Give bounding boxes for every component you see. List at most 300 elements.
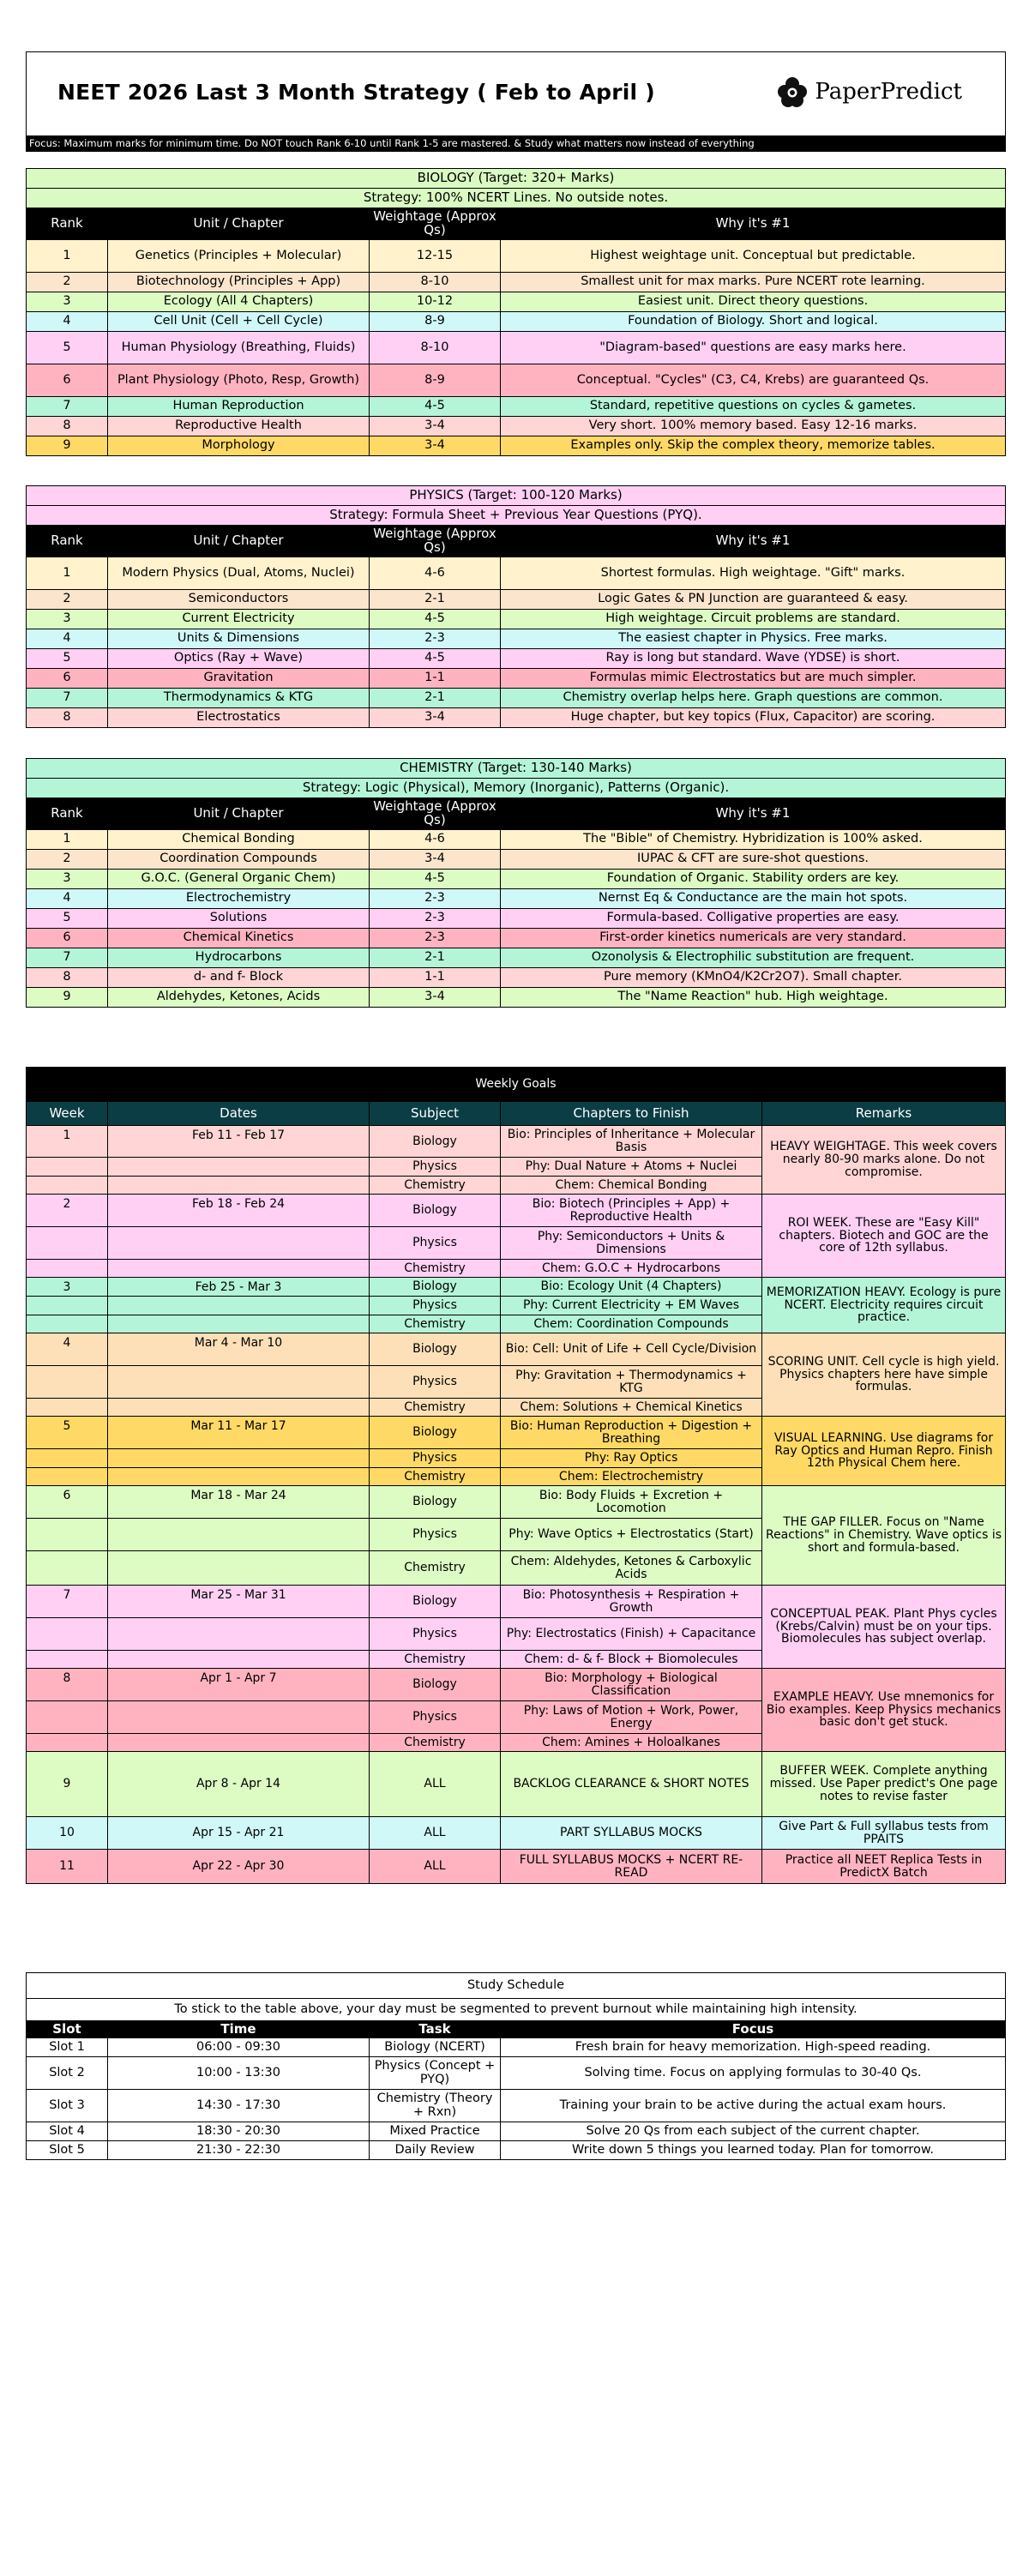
weightage-cell: 3-4 — [370, 417, 501, 436]
table-row — [27, 273, 1006, 292]
weightage-cell: 1-1 — [370, 669, 501, 689]
table-row — [27, 2122, 1006, 2141]
chapters-cell: Bio: Cell: Unit of Life + Cell Cycle/Division — [501, 1333, 762, 1366]
week-cell: 6 — [27, 1486, 108, 1519]
week-cell: 11 — [27, 1850, 108, 1884]
week-cell: 10 — [27, 1817, 108, 1850]
unit-cell: Ecology (All 4 Chapters) — [108, 292, 370, 312]
week-cell-empty — [27, 1651, 108, 1669]
why-cell: Very short. 100% memory based. Easy 12-16 marks. — [501, 417, 1006, 436]
weightage-cell: 2-3 — [370, 909, 501, 929]
dates-cell-empty — [108, 1734, 370, 1752]
rank-cell: 2 — [27, 273, 108, 292]
dates-cell: Feb 11 - Feb 17 — [108, 1126, 370, 1158]
chapters-cell: Phy: Gravitation + Thermodynamics + KTG — [501, 1366, 762, 1399]
table-row — [27, 397, 1006, 417]
task-cell: Daily Review — [370, 2141, 501, 2160]
chapters-cell: Bio: Human Reproduction + Digestion + Breathing — [501, 1417, 762, 1449]
slot-cell: Slot 1 — [27, 2038, 108, 2057]
weightage-cell: 8-9 — [370, 364, 501, 397]
dates-cell: Apr 8 - Apr 14 — [108, 1752, 370, 1817]
schedule-subtitle: To stick to the table above, your day must be segmented to prevent burnout while maintaining high intensity. — [27, 1999, 1006, 2021]
chapters-cell: Phy: Dual Nature + Atoms + Nuclei — [501, 1158, 762, 1177]
col-why: Why it's #1 — [501, 208, 1006, 240]
remarks-cell: CONCEPTUAL PEAK. Plant Phys cycles (Krebs/Calvin) must be on your tips. Biomolecules has subject overlap. — [762, 1586, 1006, 1669]
weightage-cell: 2-3 — [370, 629, 501, 649]
why-cell: The "Name Reaction" hub. High weightage. — [501, 988, 1006, 1008]
subject-cell: Physics — [370, 1519, 501, 1551]
weekly-goals-table — [26, 1067, 1006, 1884]
col-why: Why it's #1 — [501, 526, 1006, 557]
weightage-cell: 8-10 — [370, 332, 501, 364]
rank-cell: 4 — [27, 312, 108, 332]
table-row — [27, 850, 1006, 870]
table-row — [27, 610, 1006, 629]
table-row — [27, 590, 1006, 610]
table-row — [27, 1195, 1006, 1227]
chapters-cell: Bio: Ecology Unit (4 Chapters) — [501, 1278, 762, 1297]
chapters-cell: Phy: Laws of Motion + Work, Power, Energy — [501, 1701, 762, 1734]
week-cell-empty — [27, 1227, 108, 1260]
why-cell: Easiest unit. Direct theory questions. — [501, 292, 1006, 312]
table-row — [27, 1752, 1006, 1817]
table-row — [27, 364, 1006, 397]
chapters-cell: Phy: Current Electricity + EM Waves — [501, 1297, 762, 1315]
focus-cell: Solve 20 Qs from each subject of the current chapter. — [501, 2122, 1006, 2141]
biology-title: BIOLOGY (Target: 320+ Marks) — [27, 169, 1006, 189]
focus-cell: Solving time. Focus on applying formulas to 30-40 Qs. — [501, 2057, 1006, 2090]
weightage-cell: 3-4 — [370, 988, 501, 1008]
rank-cell: 3 — [27, 610, 108, 629]
paperpredict-logo-icon — [775, 75, 809, 109]
week-cell-empty — [27, 1618, 108, 1651]
week-cell: 5 — [27, 1417, 108, 1449]
chapters-cell: PART SYLLABUS MOCKS — [501, 1817, 762, 1850]
subject-cell: Biology — [370, 1486, 501, 1519]
table-row — [27, 629, 1006, 649]
table-row — [27, 436, 1006, 456]
weightage-cell: 3-4 — [370, 850, 501, 870]
table-row — [27, 2057, 1006, 2090]
rank-cell: 6 — [27, 364, 108, 397]
unit-cell: Coordination Compounds — [108, 850, 370, 870]
table-row — [27, 417, 1006, 436]
remarks-cell: THE GAP FILLER. Focus on "Name Reactions" in Chemistry. Wave optics is short and formula-based. — [762, 1486, 1006, 1586]
subject-cell: Biology — [370, 1126, 501, 1158]
focus-cell: Training your brain to be active during the actual exam hours. — [501, 2090, 1006, 2122]
dates-cell-empty — [108, 1366, 370, 1399]
chapters-cell: Chem: Solutions + Chemical Kinetics — [501, 1399, 762, 1417]
why-cell: Highest weightage unit. Conceptual but predictable. — [501, 240, 1006, 273]
why-cell: Smallest unit for max marks. Pure NCERT rote learning. — [501, 273, 1006, 292]
chapters-cell: Chem: G.O.C + Hydrocarbons — [501, 1260, 762, 1278]
time-cell: 18:30 - 20:30 — [108, 2122, 370, 2141]
week-cell: 8 — [27, 1669, 108, 1701]
subject-cell: Physics — [370, 1297, 501, 1315]
table-row — [27, 2090, 1006, 2122]
physics-table — [26, 485, 1006, 728]
subject-cell: Biology — [370, 1195, 501, 1227]
col-unit: Unit / Chapter — [108, 526, 370, 557]
dates-cell-empty — [108, 1519, 370, 1551]
rank-cell: 3 — [27, 292, 108, 312]
subject-cell: Biology — [370, 1278, 501, 1297]
subject-cell: Physics — [370, 1158, 501, 1177]
rank-cell: 4 — [27, 889, 108, 909]
task-cell: Physics (Concept + PYQ) — [370, 2057, 501, 2090]
table-row — [27, 929, 1006, 948]
table-row — [27, 830, 1006, 850]
col-dates: Dates — [108, 1102, 370, 1126]
chapters-cell: Phy: Electrostatics (Finish) + Capacitance — [501, 1618, 762, 1651]
why-cell: Formula-based. Colligative properties are easy. — [501, 909, 1006, 929]
dates-cell-empty — [108, 1618, 370, 1651]
week-cell-empty — [27, 1315, 108, 1333]
table-row — [27, 669, 1006, 689]
col-unit: Unit / Chapter — [108, 798, 370, 830]
focus-cell: Write down 5 things you learned today. Plan for tomorrow. — [501, 2141, 1006, 2160]
week-cell-empty — [27, 1399, 108, 1417]
unit-cell: Semiconductors — [108, 590, 370, 610]
focus-note: Focus: Maximum marks for minimum time. Do NOT touch Rank 6-10 until Rank 1-5 are mastered. & Study what matters now instead of everything — [26, 135, 1006, 152]
week-cell-empty — [27, 1468, 108, 1486]
unit-cell: Biotechnology (Principles + App) — [108, 273, 370, 292]
chapters-cell: FULL SYLLABUS MOCKS + NCERT RE-READ — [501, 1850, 762, 1884]
chapters-cell: Chem: d- & f- Block + Biomolecules — [501, 1651, 762, 1669]
dates-cell-empty — [108, 1468, 370, 1486]
slot-cell: Slot 3 — [27, 2090, 108, 2122]
chapters-cell: Chem: Amines + Holoalkanes — [501, 1734, 762, 1752]
why-cell: Standard, repetitive questions on cycles & gametes. — [501, 397, 1006, 417]
remarks-cell: SCORING UNIT. Cell cycle is high yield. Physics chapters here have simple formulas. — [762, 1333, 1006, 1417]
remarks-cell: Give Part & Full syllabus tests from PPAITS — [762, 1817, 1006, 1850]
subject-cell: Biology — [370, 1333, 501, 1366]
unit-cell: G.O.C. (General Organic Chem) — [108, 870, 370, 889]
rank-cell: 2 — [27, 850, 108, 870]
rank-cell: 7 — [27, 948, 108, 968]
chapters-cell: Chem: Coordination Compounds — [501, 1315, 762, 1333]
week-cell-empty — [27, 1366, 108, 1399]
unit-cell: Morphology — [108, 436, 370, 456]
rank-cell: 5 — [27, 332, 108, 364]
dates-cell: Feb 25 - Mar 3 — [108, 1278, 370, 1297]
weightage-cell: 2-3 — [370, 929, 501, 948]
weightage-cell: 4-5 — [370, 870, 501, 889]
table-row — [27, 889, 1006, 909]
why-cell: Shortest formulas. High weightage. "Gift" marks. — [501, 557, 1006, 590]
unit-cell: Reproductive Health — [108, 417, 370, 436]
chemistry-strategy: Strategy: Logic (Physical), Memory (Inorganic), Patterns (Organic). — [27, 779, 1006, 798]
week-cell: 4 — [27, 1333, 108, 1366]
time-cell: 10:00 - 13:30 — [108, 2057, 370, 2090]
dates-cell-empty — [108, 1227, 370, 1260]
subject-cell: Chemistry — [370, 1734, 501, 1752]
table-row — [27, 332, 1006, 364]
rank-cell: 1 — [27, 830, 108, 850]
slot-cell: Slot 2 — [27, 2057, 108, 2090]
rank-cell: 3 — [27, 870, 108, 889]
why-cell: The easiest chapter in Physics. Free marks. — [501, 629, 1006, 649]
dates-cell-empty — [108, 1701, 370, 1734]
rank-cell: 1 — [27, 557, 108, 590]
table-row — [27, 1126, 1006, 1158]
study-schedule-table — [26, 1972, 1006, 2160]
weightage-cell: 4-5 — [370, 397, 501, 417]
table-row — [27, 2038, 1006, 2057]
chapters-cell: Bio: Body Fluids + Excretion + Locomotion — [501, 1486, 762, 1519]
task-cell: Biology (NCERT) — [370, 2038, 501, 2057]
weightage-cell: 4-5 — [370, 610, 501, 629]
table-row — [27, 312, 1006, 332]
unit-cell: Genetics (Principles + Molecular) — [108, 240, 370, 273]
table-row — [27, 1850, 1006, 1884]
unit-cell: Chemical Bonding — [108, 830, 370, 850]
dates-cell-empty — [108, 1177, 370, 1195]
unit-cell: Electrostatics — [108, 708, 370, 728]
unit-cell: Electrochemistry — [108, 889, 370, 909]
dates-cell: Mar 25 - Mar 31 — [108, 1586, 370, 1618]
chapters-cell: Bio: Photosynthesis + Respiration + Growth — [501, 1586, 762, 1618]
unit-cell: Thermodynamics & KTG — [108, 689, 370, 708]
week-cell: 7 — [27, 1586, 108, 1618]
weightage-cell: 4-5 — [370, 649, 501, 669]
why-cell: Foundation of Biology. Short and logical. — [501, 312, 1006, 332]
week-cell-empty — [27, 1177, 108, 1195]
week-cell: 1 — [27, 1126, 108, 1158]
weightage-cell: 3-4 — [370, 436, 501, 456]
unit-cell: Modern Physics (Dual, Atoms, Nuclei) — [108, 557, 370, 590]
brand-logo — [775, 75, 962, 109]
remarks-cell: HEAVY WEIGHTAGE. This week covers nearly 80-90 marks alone. Do not compromise. — [762, 1126, 1006, 1195]
rank-cell: 8 — [27, 417, 108, 436]
table-row — [27, 557, 1006, 590]
unit-cell: Plant Physiology (Photo, Resp, Growth) — [108, 364, 370, 397]
why-cell: Conceptual. "Cycles" (C3, C4, Krebs) are guaranteed Qs. — [501, 364, 1006, 397]
weightage-cell: 2-1 — [370, 948, 501, 968]
chapters-cell: Bio: Morphology + Biological Classification — [501, 1669, 762, 1701]
table-row — [27, 988, 1006, 1008]
table-row — [27, 1417, 1006, 1449]
weightage-cell: 8-10 — [370, 273, 501, 292]
table-row — [27, 968, 1006, 988]
week-cell-empty — [27, 1449, 108, 1468]
table-row — [27, 240, 1006, 273]
subject-cell: ALL — [370, 1752, 501, 1817]
weightage-cell: 2-1 — [370, 590, 501, 610]
biology-strategy: Strategy: 100% NCERT Lines. No outside notes. — [27, 189, 1006, 208]
chapters-cell: Chem: Electrochemistry — [501, 1468, 762, 1486]
subject-cell: Chemistry — [370, 1260, 501, 1278]
chapters-cell: Chem: Chemical Bonding — [501, 1177, 762, 1195]
dates-cell-empty — [108, 1399, 370, 1417]
unit-cell: Solutions — [108, 909, 370, 929]
subject-cell: Chemistry — [370, 1651, 501, 1669]
rank-cell: 2 — [27, 590, 108, 610]
remarks-cell: VISUAL LEARNING. Use diagrams for Ray Optics and Human Repro. Finish 12th Physical Chem here. — [762, 1417, 1006, 1486]
document-header — [26, 51, 1006, 135]
table-row — [27, 292, 1006, 312]
task-cell: Mixed Practice — [370, 2122, 501, 2141]
unit-cell: d- and f- Block — [108, 968, 370, 988]
task-cell: Chemistry (Theory + Rxn) — [370, 2090, 501, 2122]
dates-cell: Mar 4 - Mar 10 — [108, 1333, 370, 1366]
unit-cell: Chemical Kinetics — [108, 929, 370, 948]
col-weightage: Weightage (Approx Qs) — [370, 798, 501, 830]
table-row — [27, 870, 1006, 889]
table-row — [27, 1278, 1006, 1297]
week-cell-empty — [27, 1734, 108, 1752]
week-cell-empty — [27, 1297, 108, 1315]
remarks-cell: ROI WEEK. These are "Easy Kill" chapters. Biotech and GOC are the core of 12th syllabus. — [762, 1195, 1006, 1278]
col-rank: Rank — [27, 798, 108, 830]
rank-cell: 9 — [27, 436, 108, 456]
why-cell: Logic Gates & PN Junction are guaranteed & easy. — [501, 590, 1006, 610]
table-row — [27, 1669, 1006, 1701]
chapters-cell: BACKLOG CLEARANCE & SHORT NOTES — [501, 1752, 762, 1817]
chapters-cell: Chem: Aldehydes, Ketones & Carboxylic Acids — [501, 1551, 762, 1586]
col-why: Why it's #1 — [501, 798, 1006, 830]
rank-cell: 7 — [27, 689, 108, 708]
col-subject: Subject — [370, 1102, 501, 1126]
week-cell-empty — [27, 1551, 108, 1586]
chemistry-title: CHEMISTRY (Target: 130-140 Marks) — [27, 759, 1006, 779]
why-cell: IUPAC & CFT are sure-shot questions. — [501, 850, 1006, 870]
unit-cell: Aldehydes, Ketones, Acids — [108, 988, 370, 1008]
weightage-cell: 8-9 — [370, 312, 501, 332]
why-cell: Foundation of Organic. Stability orders are key. — [501, 870, 1006, 889]
subject-cell: Chemistry — [370, 1551, 501, 1586]
subject-cell: Chemistry — [370, 1399, 501, 1417]
rank-cell: 5 — [27, 909, 108, 929]
why-cell: Ozonolysis & Electrophilic substitution are frequent. — [501, 948, 1006, 968]
subject-cell: Physics — [370, 1701, 501, 1734]
subject-cell: Chemistry — [370, 1177, 501, 1195]
weightage-cell: 2-3 — [370, 889, 501, 909]
week-cell-empty — [27, 1701, 108, 1734]
subject-cell: Chemistry — [370, 1468, 501, 1486]
week-cell-empty — [27, 1260, 108, 1278]
subject-cell: Physics — [370, 1227, 501, 1260]
rank-cell: 8 — [27, 708, 108, 728]
rank-cell: 6 — [27, 669, 108, 689]
chapters-cell: Phy: Semiconductors + Units & Dimensions — [501, 1227, 762, 1260]
why-cell: Ray is long but standard. Wave (YDSE) is short. — [501, 649, 1006, 669]
brand-name: PaperPredict — [815, 79, 962, 105]
rank-cell: 7 — [27, 397, 108, 417]
col-chapters: Chapters to Finish — [501, 1102, 762, 1126]
time-cell: 14:30 - 17:30 — [108, 2090, 370, 2122]
rank-cell: 6 — [27, 929, 108, 948]
why-cell: Chemistry overlap helps here. Graph questions are common. — [501, 689, 1006, 708]
subject-cell: ALL — [370, 1850, 501, 1884]
unit-cell: Human Reproduction — [108, 397, 370, 417]
physics-strategy: Strategy: Formula Sheet + Previous Year Questions (PYQ). — [27, 506, 1006, 526]
why-cell: Nernst Eq & Conductance are the main hot spots. — [501, 889, 1006, 909]
dates-cell-empty — [108, 1297, 370, 1315]
subject-cell: ALL — [370, 1817, 501, 1850]
why-cell: Examples only. Skip the complex theory, memorize tables. — [501, 436, 1006, 456]
col-weightage: Weightage (Approx Qs) — [370, 208, 501, 240]
chapters-cell: Bio: Biotech (Principles + App) + Reproductive Health — [501, 1195, 762, 1227]
dates-cell: Apr 1 - Apr 7 — [108, 1669, 370, 1701]
dates-cell: Mar 18 - Mar 24 — [108, 1486, 370, 1519]
unit-cell: Optics (Ray + Wave) — [108, 649, 370, 669]
dates-cell-empty — [108, 1449, 370, 1468]
chapters-cell: Phy: Wave Optics + Electrostatics (Start) — [501, 1519, 762, 1551]
week-cell: 9 — [27, 1752, 108, 1817]
rank-cell: 1 — [27, 240, 108, 273]
subject-cell: Physics — [370, 1449, 501, 1468]
schedule-title: Study Schedule — [27, 1973, 1006, 1999]
dates-cell-empty — [108, 1260, 370, 1278]
why-cell: Pure memory (KMnO4/K2Cr2O7). Small chapter. — [501, 968, 1006, 988]
why-cell: High weightage. Circuit problems are standard. — [501, 610, 1006, 629]
dates-cell: Mar 11 - Mar 17 — [108, 1417, 370, 1449]
remarks-cell: BUFFER WEEK. Complete anything missed. Use Paper predict's One page notes to revise faster — [762, 1752, 1006, 1817]
focus-cell: Fresh brain for heavy memorization. High-speed reading. — [501, 2038, 1006, 2057]
time-cell: 06:00 - 09:30 — [108, 2038, 370, 2057]
weekly-goals-title: Weekly Goals — [27, 1068, 1006, 1102]
weightage-cell: 10-12 — [370, 292, 501, 312]
weightage-cell: 4-6 — [370, 830, 501, 850]
subject-cell: Biology — [370, 1586, 501, 1618]
weightage-cell: 2-1 — [370, 689, 501, 708]
subject-cell: Biology — [370, 1417, 501, 1449]
chapters-cell: Bio: Principles of Inheritance + Molecular Basis — [501, 1126, 762, 1158]
weightage-cell: 3-4 — [370, 708, 501, 728]
col-weightage: Weightage (Approx Qs) — [370, 526, 501, 557]
biology-table — [26, 168, 1006, 456]
col-rank: Rank — [27, 208, 108, 240]
chapters-cell: Phy: Ray Optics — [501, 1449, 762, 1468]
weightage-cell: 1-1 — [370, 968, 501, 988]
dates-cell: Feb 18 - Feb 24 — [108, 1195, 370, 1227]
subject-cell: Physics — [370, 1366, 501, 1399]
col-task: Task — [370, 2021, 501, 2038]
dates-cell-empty — [108, 1158, 370, 1177]
subject-cell: Biology — [370, 1669, 501, 1701]
why-cell: The "Bible" of Chemistry. Hybridization is 100% asked. — [501, 830, 1006, 850]
remarks-cell: MEMORIZATION HEAVY. Ecology is pure NCERT. Electricity requires circuit practice. — [762, 1278, 1006, 1333]
col-remarks: Remarks — [762, 1102, 1006, 1126]
col-week: Week — [27, 1102, 108, 1126]
weightage-cell: 4-6 — [370, 557, 501, 590]
rank-cell: 4 — [27, 629, 108, 649]
week-cell-empty — [27, 1519, 108, 1551]
week-cell: 2 — [27, 1195, 108, 1227]
table-row — [27, 649, 1006, 669]
unit-cell: Gravitation — [108, 669, 370, 689]
table-row — [27, 1586, 1006, 1618]
dates-cell-empty — [108, 1315, 370, 1333]
slot-cell: Slot 5 — [27, 2141, 108, 2160]
subject-cell: Physics — [370, 1618, 501, 1651]
remarks-cell: Practice all NEET Replica Tests in PredictX Batch — [762, 1850, 1006, 1884]
why-cell: First-order kinetics numericals are very standard. — [501, 929, 1006, 948]
weightage-cell: 12-15 — [370, 240, 501, 273]
table-row — [27, 948, 1006, 968]
why-cell: Formulas mimic Electrostatics but are much simpler. — [501, 669, 1006, 689]
rank-cell: 5 — [27, 649, 108, 669]
col-slot: Slot — [27, 2021, 108, 2038]
dates-cell-empty — [108, 1651, 370, 1669]
table-row — [27, 2141, 1006, 2160]
table-row — [27, 909, 1006, 929]
table-row — [27, 1333, 1006, 1366]
dates-cell: Apr 22 - Apr 30 — [108, 1850, 370, 1884]
col-time: Time — [108, 2021, 370, 2038]
dates-cell: Apr 15 - Apr 21 — [108, 1817, 370, 1850]
